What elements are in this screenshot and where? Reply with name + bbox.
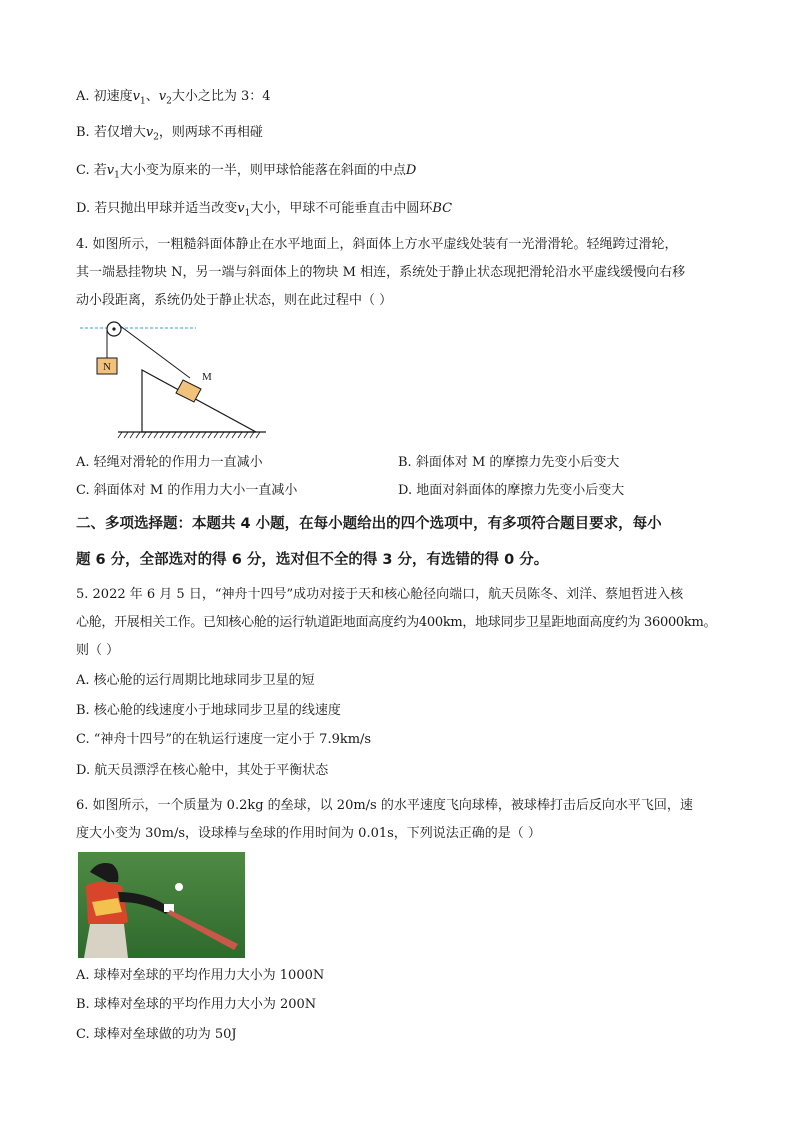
section2-heading-line1: 二、多项选择题：本题共 4 小题，在每小题给出的四个选项中，有多项符合题目要求，每小 (76, 516, 662, 532)
ground-hatching (118, 432, 260, 438)
q3-option-a: A. 初速度$v_1$、$v_2$大小之比为 3：4 (76, 89, 271, 107)
q4-stem-line3: 动小段距离，系统仍处于静止状态，则在此过程中（ ） (76, 293, 393, 308)
q5-option-d: D. 航天员漂浮在核心舱中，其处于平衡状态 (76, 763, 329, 778)
rope-to-m (119, 325, 190, 378)
q4-option-b: B. 斜面体对 M 的摩擦力先变小后变大 (398, 455, 620, 470)
q4-stem-line1: 4. 如图所示，一粗糙斜面体静止在水平地面上，斜面体上方水平虚线处装有一光滑滑轮。轻绳跨过滑轮， (76, 237, 678, 252)
section2-heading-line2: 题 6 分，全部选对的得 6 分，选对但不全的得 3 分，有选错的得 0 分。 (76, 552, 549, 568)
incline-body (142, 370, 256, 432)
q6-stem-line1: 6. 如图所示，一个质量为 0.2kg 的垒球，以 20m/s 的水平速度飞向球棒，被球棒打击后反向水平飞回，速 (76, 798, 693, 813)
q4-option-d: D. 地面对斜面体的摩擦力先变小后变大 (398, 483, 625, 498)
q5-stem-line1: 5. 2022 年 6 月 5 日，“神舟十四号”成功对接于天和核心舱径向端口，航天员陈冬、刘洋、蔡旭哲进入核 (76, 587, 684, 602)
gloves (164, 904, 174, 912)
baseball-batter-photo (78, 852, 245, 958)
q5-option-a: A. 核心舱的运行周期比地球同步卫星的短 (76, 673, 315, 688)
q6-option-c: C. 球棒对垒球做的功为 50J (76, 1027, 237, 1042)
block-m-label: M (202, 371, 212, 383)
ball (175, 883, 183, 891)
q5-option-b: B. 核心舱的线速度小于地球同步卫星的线速度 (76, 703, 341, 718)
q5-stem-line2: 心舱，开展相关工作。已知核心舱的运行轨道距地面高度约为400km，地球同步卫星距地面高度约为 36000km。 (76, 615, 717, 630)
q6-option-b: B. 球棒对垒球的平均作用力大小为 200N (76, 997, 317, 1012)
incline-pulley-diagram (78, 318, 270, 440)
q5-stem-line3: 则（ ） (76, 643, 120, 658)
q6-stem-line2: 度大小变为 30m/s，设球棒与垒球的作用时间为 0.01s，下列说法正确的是（ ） (76, 826, 541, 841)
q3-option-d: D. 若只抛出甲球并适当改变$v_1$大小，甲球不可能垂直击中圆环BC (76, 201, 453, 219)
q4-option-c: C. 斜面体对 M 的作用力大小一直减小 (76, 483, 298, 498)
pulley-axle (112, 327, 115, 330)
pants (84, 924, 128, 958)
block-n-label: N (103, 361, 111, 373)
block-m (176, 380, 201, 402)
q4-stem-line2: 其一端悬挂物块 N，另一端与斜面体上的物块 M 相连，系统处于静止状态现把滑轮沿水平虚线缓慢向右移 (76, 265, 686, 280)
q5-option-c: C. “神舟十四号”的在轨运行速度一定小于 7.9km/s (76, 732, 372, 747)
q4-option-a: A. 轻绳对滑轮的作用力一直减小 (76, 455, 263, 470)
q6-option-a: A. 球棒对垒球的平均作用力大小为 1000N (76, 968, 325, 983)
q3-option-b: B. 若仅增大$v_2$，则两球不再相碰 (76, 125, 263, 143)
q3-option-c: C. 若$v_1$大小变为原来的一半，则甲球恰能落在斜面的中点D (76, 163, 417, 181)
